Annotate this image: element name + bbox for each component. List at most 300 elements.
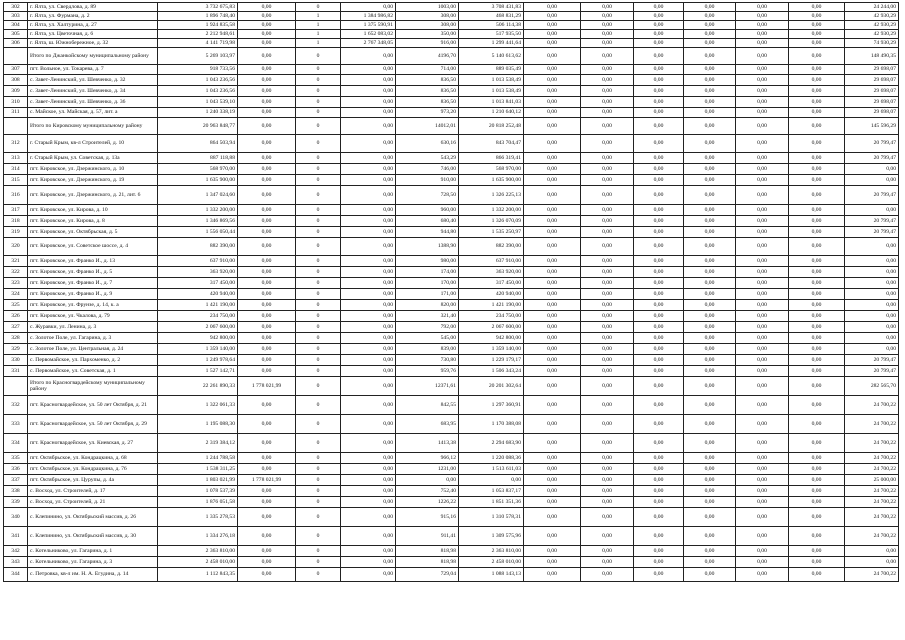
value-cell: 0 xyxy=(296,135,341,153)
value-cell: 0,00 xyxy=(845,322,899,333)
area-cell: 960,00 xyxy=(396,205,459,216)
address-cell: г. Ялта, ул. Свердлова, д. 89 xyxy=(28,3,158,12)
value-cell: 0,00 xyxy=(524,527,581,546)
value-cell: 0,00 xyxy=(789,238,845,256)
area-cell: 683,95 xyxy=(396,415,459,434)
address-cell: с. Журавки, ул. Ленина, д. 3 xyxy=(28,322,158,333)
value-cell: 0,00 xyxy=(238,527,296,546)
value-cell: 0,00 xyxy=(736,497,789,508)
value-cell: 0,00 xyxy=(238,278,296,289)
total-cost-cell: 1 359 140,00 xyxy=(158,344,238,355)
value-cell: 0,00 xyxy=(238,21,296,30)
value-cell: 20 799,47 xyxy=(845,355,899,366)
table-row xyxy=(4,289,899,300)
value-cell: 0 xyxy=(296,377,341,396)
address-cell: пгт. Кировское, ул. Франко И., д. 13 xyxy=(28,256,158,267)
value-cell: 0,00 xyxy=(684,118,736,135)
total-cost-cell: 2 212 948,61 xyxy=(158,30,238,39)
value-cell: 29 698,07 xyxy=(845,86,899,97)
value-cell: 0,00 xyxy=(341,227,396,238)
value-cell: 0,00 xyxy=(341,216,396,227)
value-cell: 0,00 xyxy=(238,464,296,475)
value-cell: 0,00 xyxy=(789,557,845,568)
value-cell: 0,00 xyxy=(581,434,634,453)
value-cell: 1 384 986,82 xyxy=(341,12,396,21)
value-cell: 0,00 xyxy=(341,278,396,289)
table-row xyxy=(4,333,899,344)
value-cell: 0,00 xyxy=(524,322,581,333)
value-cell: 0,00 xyxy=(524,278,581,289)
row-number-cell: 327 xyxy=(4,322,28,333)
value-cell: 0,00 xyxy=(684,311,736,322)
address-cell: г. Старый Крым, ул. Советская, д. 13а xyxy=(28,153,158,164)
value-cell: 0 xyxy=(296,238,341,256)
value-cell: 0,00 xyxy=(238,289,296,300)
area-cell: 1388,90 xyxy=(396,238,459,256)
value-cell: 0,00 xyxy=(736,86,789,97)
value-cell: 0,00 xyxy=(581,186,634,205)
value-cell: 0,00 xyxy=(736,300,789,311)
value-cell: 0,00 xyxy=(736,568,789,582)
table-row xyxy=(4,216,899,227)
value-cell: 0,00 xyxy=(634,135,684,153)
row-number-cell: 313 xyxy=(4,153,28,164)
value-cell: 0,00 xyxy=(238,164,296,175)
value-cell: 0,00 xyxy=(789,164,845,175)
value-cell: 0,00 xyxy=(581,256,634,267)
area-cell: 170,00 xyxy=(396,278,459,289)
value-cell: 1 506 343,24 xyxy=(459,366,524,377)
value-cell: 0,00 xyxy=(789,546,845,557)
value-cell: 1 635 900,00 xyxy=(459,175,524,186)
value-cell: 0,00 xyxy=(684,355,736,366)
total-cost-cell: 1 322 061,33 xyxy=(158,396,238,415)
row-number-cell: 311 xyxy=(4,108,28,118)
value-cell: 42 930,29 xyxy=(845,12,899,21)
total-cost-cell: 918 733,56 xyxy=(158,65,238,75)
value-cell: 29 698,07 xyxy=(845,97,899,108)
value-cell: 0,00 xyxy=(684,175,736,186)
row-number-cell: 304 xyxy=(4,21,28,30)
value-cell: 0,00 xyxy=(524,464,581,475)
table-body xyxy=(4,3,899,582)
value-cell: 0,00 xyxy=(524,344,581,355)
value-cell: 1 359 140,00 xyxy=(459,344,524,355)
value-cell: 1 210 640,12 xyxy=(459,108,524,118)
value-cell: 0,00 xyxy=(736,118,789,135)
total-cost-cell: 22 261 890,33 xyxy=(158,377,238,396)
value-cell: 1 326 225,13 xyxy=(459,186,524,205)
value-cell: 0 xyxy=(296,300,341,311)
value-cell: 42 930,29 xyxy=(845,30,899,39)
value-cell: 20 799,47 xyxy=(845,186,899,205)
value-cell: 0,00 xyxy=(736,434,789,453)
value-cell: 24 700,22 xyxy=(845,434,899,453)
total-cost-cell: 20 963 848,77 xyxy=(158,118,238,135)
row-number-cell: 334 xyxy=(4,434,28,453)
value-cell: 0,00 xyxy=(736,486,789,497)
value-cell: 0,00 xyxy=(736,546,789,557)
value-cell: 0,00 xyxy=(341,238,396,256)
value-cell: 2 363 810,00 xyxy=(459,546,524,557)
row-number-cell: 308 xyxy=(4,75,28,86)
value-cell: 0,00 xyxy=(581,118,634,135)
value-cell: 5 140 613,62 xyxy=(459,48,524,65)
value-cell: 0,00 xyxy=(736,464,789,475)
value-cell: 0,00 xyxy=(634,475,684,486)
value-cell: 0,00 xyxy=(684,322,736,333)
value-cell: 1 310 578,31 xyxy=(459,508,524,527)
value-cell: 0 xyxy=(296,216,341,227)
value-cell: 0,00 xyxy=(581,355,634,366)
value-cell: 0,00 xyxy=(634,175,684,186)
address-cell: пгт. Красногвардейское, ул. 50 лет Октября, д. 21 xyxy=(28,396,158,415)
value-cell: 0 xyxy=(296,396,341,415)
value-cell: 0,00 xyxy=(684,546,736,557)
value-cell: 0,00 xyxy=(238,12,296,21)
value-cell: 0,00 xyxy=(524,311,581,322)
value-cell: 0,00 xyxy=(845,238,899,256)
value-cell: 20 799,47 xyxy=(845,227,899,238)
area-cell: 820,00 xyxy=(396,300,459,311)
area-cell: 836,50 xyxy=(396,86,459,97)
value-cell: 74 930,29 xyxy=(845,39,899,48)
value-cell: 0,00 xyxy=(634,238,684,256)
value-cell: 0,00 xyxy=(845,205,899,216)
value-cell: 0 xyxy=(296,289,341,300)
value-cell: 0,00 xyxy=(524,21,581,30)
value-cell: 0,00 xyxy=(789,256,845,267)
value-cell: 0 xyxy=(296,333,341,344)
area-cell: 818,98 xyxy=(396,546,459,557)
table-row xyxy=(4,97,899,108)
value-cell: 0,00 xyxy=(736,97,789,108)
value-cell: 0,00 xyxy=(684,486,736,497)
value-cell: 20 799,47 xyxy=(845,135,899,153)
value-cell: 0,00 xyxy=(634,434,684,453)
value-cell: 0,00 xyxy=(341,75,396,86)
value-cell: 363 920,00 xyxy=(459,267,524,278)
table-row xyxy=(4,300,899,311)
value-cell: 0 xyxy=(296,434,341,453)
value-cell: 1 229 179,17 xyxy=(459,355,524,366)
area-cell: 630,16 xyxy=(396,135,459,153)
value-cell: 0,00 xyxy=(581,65,634,75)
table-row xyxy=(4,568,899,582)
value-cell: 0,00 xyxy=(524,164,581,175)
value-cell: 0,00 xyxy=(736,311,789,322)
subtotal-row xyxy=(4,48,899,65)
value-cell: 0,00 xyxy=(341,108,396,118)
total-cost-cell: 1 803 021,99 xyxy=(158,475,238,486)
value-cell: 25 000,00 xyxy=(845,475,899,486)
value-cell: 0,00 xyxy=(736,175,789,186)
value-cell: 0,00 xyxy=(238,453,296,464)
value-cell: 1 xyxy=(296,39,341,48)
address-cell: пгт. Кировское, ул. Советское шоссе, д. 4 xyxy=(28,238,158,256)
value-cell: 0,00 xyxy=(634,205,684,216)
table-row xyxy=(4,39,899,48)
value-cell: 0,00 xyxy=(634,153,684,164)
address-cell: г. Ялта, ул. Халтурина, д. 27 xyxy=(28,21,158,30)
value-cell: 882 390,00 xyxy=(459,238,524,256)
value-cell: 0 xyxy=(296,415,341,434)
value-cell: 0,00 xyxy=(736,216,789,227)
total-cost-cell: 1 876 051,58 xyxy=(158,497,238,508)
value-cell: 0,00 xyxy=(684,108,736,118)
value-cell: 0,00 xyxy=(238,322,296,333)
total-cost-cell: 317 450,00 xyxy=(158,278,238,289)
table-row xyxy=(4,186,899,205)
table-row xyxy=(4,344,899,355)
value-cell: 942 800,00 xyxy=(459,333,524,344)
area-cell: 973,20 xyxy=(396,108,459,118)
total-cost-cell: 2 363 810,00 xyxy=(158,546,238,557)
value-cell: 1 297 360,91 xyxy=(459,396,524,415)
value-cell: 0,00 xyxy=(684,527,736,546)
value-cell: 20 799,47 xyxy=(845,153,899,164)
value-cell: 0 xyxy=(296,3,341,12)
total-cost-cell: 637 910,00 xyxy=(158,256,238,267)
value-cell: 0,00 xyxy=(581,527,634,546)
value-cell: 0,00 xyxy=(736,289,789,300)
value-cell: 0,00 xyxy=(789,434,845,453)
value-cell: 0,00 xyxy=(524,486,581,497)
value-cell: 0,00 xyxy=(684,267,736,278)
value-cell: 0,00 xyxy=(341,153,396,164)
value-cell: 0,00 xyxy=(524,227,581,238)
row-number-cell: 337 xyxy=(4,475,28,486)
value-cell: 24 700,22 xyxy=(845,486,899,497)
value-cell: 1 xyxy=(296,30,341,39)
value-cell: 0,00 xyxy=(581,3,634,12)
value-cell: 1 421 190,00 xyxy=(459,300,524,311)
value-cell: 0,00 xyxy=(581,497,634,508)
value-cell: 1 778 021,99 xyxy=(238,377,296,396)
value-cell: 0,00 xyxy=(634,568,684,582)
value-cell: 0,00 xyxy=(524,289,581,300)
value-cell: 0,00 xyxy=(789,30,845,39)
value-cell: 0 xyxy=(296,267,341,278)
value-cell: 0 xyxy=(296,97,341,108)
value-cell: 282 565,70 xyxy=(845,377,899,396)
table-row xyxy=(4,557,899,568)
address-cell: пгт. Вольное, ул. Токарева, д. 7 xyxy=(28,65,158,75)
area-cell: 818,98 xyxy=(396,557,459,568)
total-cost-cell: 234 750,00 xyxy=(158,311,238,322)
value-cell: 0,00 xyxy=(684,3,736,12)
value-cell: 0,00 xyxy=(634,30,684,39)
value-cell: 0,00 xyxy=(238,396,296,415)
total-cost-cell: 1 347 024,60 xyxy=(158,186,238,205)
value-cell: 0,00 xyxy=(634,278,684,289)
value-cell: 0,00 xyxy=(736,21,789,30)
value-cell: 0,00 xyxy=(341,527,396,546)
table-row xyxy=(4,322,899,333)
value-cell: 0,00 xyxy=(524,75,581,86)
row-number-cell: 305 xyxy=(4,30,28,39)
total-cost-cell: 1 244 788,58 xyxy=(158,453,238,464)
value-cell: 0,00 xyxy=(581,568,634,582)
value-cell: 0,00 xyxy=(789,153,845,164)
value-cell: 0,00 xyxy=(341,300,396,311)
value-cell: 0,00 xyxy=(684,186,736,205)
value-cell: 42 930,29 xyxy=(845,21,899,30)
address-cell: пгт. Кировское, ул. Октябрьская, д. 5 xyxy=(28,227,158,238)
value-cell: 0 xyxy=(296,175,341,186)
address-cell: с. Клепинино, ул. Октябрьский массив, д. 30 xyxy=(28,527,158,546)
value-cell: 0,00 xyxy=(684,256,736,267)
value-cell: 0,00 xyxy=(341,355,396,366)
address-cell: с. Майское, ул. Майская, д. 57, лит. а xyxy=(28,108,158,118)
value-cell: 0,00 xyxy=(684,12,736,21)
value-cell: 0,00 xyxy=(684,205,736,216)
value-cell: 0 xyxy=(296,546,341,557)
address-cell: с. Завет-Ленинский, ул. Шевченко, д. 34 xyxy=(28,86,158,97)
total-cost-cell: 942 800,00 xyxy=(158,333,238,344)
value-cell: 0,00 xyxy=(238,546,296,557)
row-number-cell xyxy=(4,118,28,135)
value-cell: 0,00 xyxy=(524,238,581,256)
table-row xyxy=(4,75,899,86)
value-cell: 0,00 xyxy=(634,355,684,366)
area-cell: 746,00 xyxy=(396,164,459,175)
value-cell: 0,00 xyxy=(789,486,845,497)
value-cell: 0,00 xyxy=(684,153,736,164)
row-number-cell: 330 xyxy=(4,355,28,366)
subtotal-row xyxy=(4,377,899,396)
table-row xyxy=(4,508,899,527)
table-row xyxy=(4,30,899,39)
value-cell: 1 013 538,49 xyxy=(459,75,524,86)
area-cell: 836,50 xyxy=(396,97,459,108)
value-cell: 0,00 xyxy=(341,118,396,135)
value-cell: 0,00 xyxy=(238,135,296,153)
address-cell: с. Клепинино, ул. Октябрьский массив, д. 26 xyxy=(28,508,158,527)
value-cell: 0,00 xyxy=(341,415,396,434)
value-cell: 0,00 xyxy=(524,12,581,21)
value-cell: 0,00 xyxy=(789,175,845,186)
row-number-cell: 338 xyxy=(4,486,28,497)
value-cell: 0 xyxy=(296,322,341,333)
value-cell: 0,00 xyxy=(789,65,845,75)
value-cell: 0,00 xyxy=(238,486,296,497)
area-cell: 915,16 xyxy=(396,508,459,527)
value-cell: 0,00 xyxy=(845,175,899,186)
value-cell: 0,00 xyxy=(845,344,899,355)
address-cell: г. Ялта, ш. Южнобережное, д. 32 xyxy=(28,39,158,48)
value-cell: 0,00 xyxy=(341,344,396,355)
value-cell: 0,00 xyxy=(789,377,845,396)
value-cell: 0 xyxy=(296,344,341,355)
value-cell: 0,00 xyxy=(845,557,899,568)
value-cell: 0,00 xyxy=(634,216,684,227)
value-cell: 0,00 xyxy=(789,3,845,12)
value-cell: 0,00 xyxy=(238,153,296,164)
table-row xyxy=(4,267,899,278)
value-cell: 0,00 xyxy=(634,453,684,464)
value-cell: 0,00 xyxy=(524,256,581,267)
value-cell: 0,00 xyxy=(238,311,296,322)
value-cell: 0,00 xyxy=(238,267,296,278)
value-cell: 1 013 841,03 xyxy=(459,97,524,108)
value-cell: 2 767 348,05 xyxy=(341,39,396,48)
value-cell: 0,00 xyxy=(341,311,396,322)
value-cell: 0,00 xyxy=(845,164,899,175)
value-cell: 0,00 xyxy=(341,366,396,377)
area-cell: 842,55 xyxy=(396,396,459,415)
value-cell: 0,00 xyxy=(736,267,789,278)
row-number-cell: 324 xyxy=(4,289,28,300)
value-cell: 0 xyxy=(296,227,341,238)
address-cell: пгт. Октябрьское, ул. Кондрацкина, д. 68 xyxy=(28,453,158,464)
value-cell: 0 xyxy=(296,486,341,497)
table-row xyxy=(4,3,899,12)
value-cell: 0,00 xyxy=(789,311,845,322)
row-number-cell: 321 xyxy=(4,256,28,267)
value-cell: 0,00 xyxy=(581,164,634,175)
value-cell: 29 698,07 xyxy=(845,108,899,118)
value-cell: 0,00 xyxy=(736,186,789,205)
value-cell: 0,00 xyxy=(789,366,845,377)
value-cell: 0,00 xyxy=(238,48,296,65)
area-cell: 910,00 xyxy=(396,175,459,186)
value-cell: 1 513 611,03 xyxy=(459,464,524,475)
area-cell: 543,29 xyxy=(396,153,459,164)
value-cell: 0,00 xyxy=(634,300,684,311)
value-cell: 0,00 xyxy=(634,366,684,377)
value-cell: 0,00 xyxy=(238,366,296,377)
value-cell: 0,00 xyxy=(789,300,845,311)
value-cell: 0,00 xyxy=(684,300,736,311)
value-cell: 0,00 xyxy=(524,497,581,508)
value-cell: 0,00 xyxy=(581,12,634,21)
area-cell: 545,00 xyxy=(396,333,459,344)
value-cell: 0,00 xyxy=(736,278,789,289)
row-number-cell: 332 xyxy=(4,396,28,415)
value-cell: 1 013 538,49 xyxy=(459,86,524,97)
subtotal-row xyxy=(4,118,899,135)
table-row xyxy=(4,227,899,238)
total-cost-cell: 1 078 537,39 xyxy=(158,486,238,497)
value-cell: 0,00 xyxy=(524,453,581,464)
value-cell: 0,00 xyxy=(634,97,684,108)
address-cell: с. Восход, ул. Строителей, д. 21 xyxy=(28,497,158,508)
value-cell: 0,00 xyxy=(581,21,634,30)
value-cell: 0,00 xyxy=(238,75,296,86)
address-cell: с. Первомайское, ул. Пархоменко, д. 2 xyxy=(28,355,158,366)
value-cell: 517 935,50 xyxy=(459,30,524,39)
address-cell: пгт. Красногвардейское, ул. Киевская, д. 27 xyxy=(28,434,158,453)
value-cell: 0,00 xyxy=(736,227,789,238)
address-cell: пгт. Кировское, ул. Фрунзе, д. 14, к. а xyxy=(28,300,158,311)
value-cell: 0,00 xyxy=(789,135,845,153)
value-cell: 0,00 xyxy=(581,278,634,289)
value-cell: 0,00 xyxy=(845,333,899,344)
table-row xyxy=(4,434,899,453)
value-cell: 0,00 xyxy=(524,366,581,377)
value-cell: 0,00 xyxy=(736,205,789,216)
total-cost-cell: 363 920,00 xyxy=(158,267,238,278)
value-cell: 0,00 xyxy=(238,86,296,97)
area-cell: 792,00 xyxy=(396,322,459,333)
address-cell: пгт. Кировское, ул. Кирова, д. 10 xyxy=(28,205,158,216)
value-cell: 20 799,47 xyxy=(845,216,899,227)
row-number-cell: 310 xyxy=(4,97,28,108)
value-cell: 0,00 xyxy=(524,396,581,415)
value-cell: 0,00 xyxy=(789,48,845,65)
value-cell: 0,00 xyxy=(524,48,581,65)
